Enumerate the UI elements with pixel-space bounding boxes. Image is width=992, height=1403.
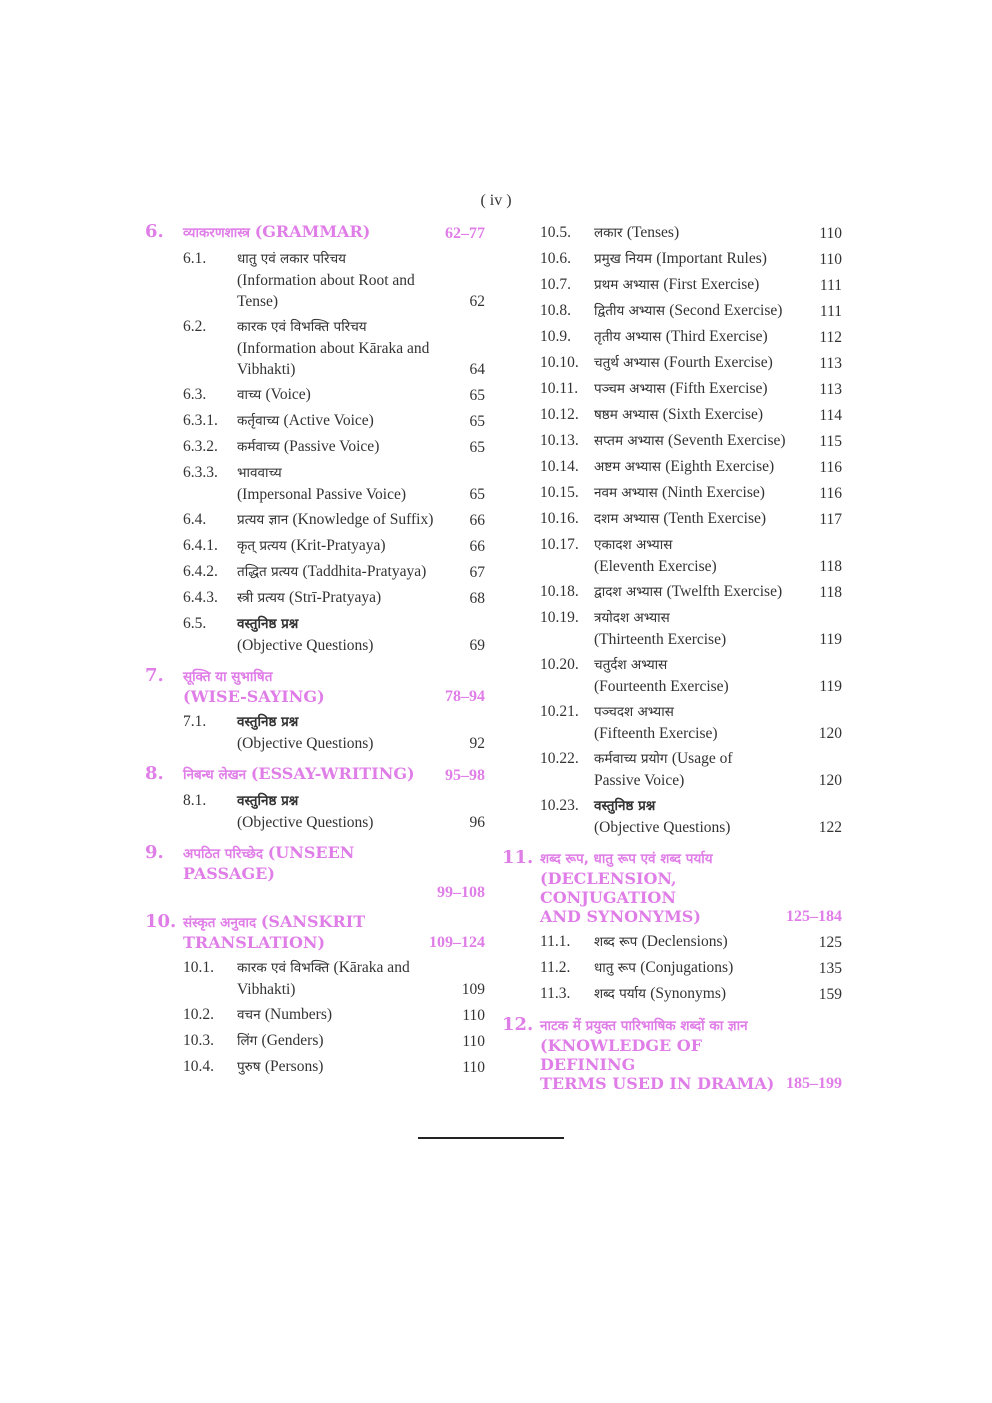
entry-page: 92 <box>469 735 485 752</box>
chapter-title: शब्द रूप, धातु रूप एवं शब्द पर्याय <box>540 851 713 867</box>
toc-entry <box>502 957 842 979</box>
entry-page: 110 <box>462 1059 485 1076</box>
entry-page: 62 <box>469 293 485 310</box>
entry-title-line: Vibhakti) <box>237 981 296 998</box>
entry-page: 112 <box>819 329 842 346</box>
toc-entry <box>502 430 842 452</box>
entry-title-line: कारक एवं विभक्ति (Kāraka and <box>237 959 410 976</box>
chapter-title: अपठित परिच्छेद (UNSEEN PASSAGE) <box>183 843 355 883</box>
toc-entry <box>145 561 485 583</box>
toc-entry <box>502 482 842 504</box>
entry-title-line: शब्द रूप (Declensions) <box>594 933 728 950</box>
entry-number: 10.17. <box>540 536 579 553</box>
entry-title-line: धातु रूप (Conjugations) <box>594 959 734 976</box>
chapter-heading <box>502 848 842 926</box>
entry-number: 7.1. <box>183 713 207 730</box>
entry-page: 110 <box>819 225 842 242</box>
entry-title-line: (Fourteenth Exercise) <box>594 678 729 695</box>
entry-number: 6.3. <box>183 386 207 403</box>
chapter-heading <box>502 1015 842 1093</box>
entry-page: 116 <box>819 459 842 476</box>
entry-title-line: (Objective Questions) <box>237 637 374 654</box>
toc-entry <box>502 456 842 478</box>
chapter-title: संस्कृत अनुवाद (SANSKRIT <box>183 912 366 931</box>
entry-number: 10.2. <box>183 1006 214 1023</box>
toc-entry <box>145 613 485 656</box>
end-rule <box>418 1137 564 1139</box>
chapter-heading <box>145 222 485 243</box>
entry-page: 67 <box>469 564 485 581</box>
entry-title-line: (Objective Questions) <box>237 735 374 752</box>
entry-title-line: वस्तुनिष्ठ प्रश्न <box>237 793 299 809</box>
toc-entry <box>145 462 485 505</box>
toc-entry <box>145 384 485 406</box>
entry-page: 117 <box>819 511 842 528</box>
toc-entry <box>145 790 485 833</box>
entry-number: 10.22. <box>540 750 579 767</box>
entry-title-line: चतुर्थ अभ्यास (Fourth Exercise) <box>594 354 773 371</box>
chapter-heading <box>145 666 485 706</box>
entry-page: 65 <box>469 486 485 503</box>
chapter-title: (WISE-SAYING) <box>183 687 325 706</box>
chapter-title: (DECLENSION, CONJUGATION <box>540 869 677 907</box>
entry-page: 120 <box>818 725 842 742</box>
chapter-title: व्याकरणशास्त्र (GRAMMAR) <box>183 222 371 241</box>
entry-page: 111 <box>819 277 842 294</box>
entry-page: 65 <box>469 387 485 404</box>
entry-title-line: वचन (Numbers) <box>237 1006 333 1023</box>
entry-title-line: द्वितीय अभ्यास (Second Exercise) <box>594 302 783 319</box>
entry-number: 6.2. <box>183 318 207 335</box>
entry-number: 11.3. <box>540 985 571 1002</box>
entry-page: 111 <box>819 303 842 320</box>
chapter-pages: 99–108 <box>437 884 485 901</box>
toc-entry <box>502 222 842 244</box>
toc-entry <box>145 535 485 557</box>
entry-number: 10.7. <box>540 276 571 293</box>
toc-entry <box>502 931 842 953</box>
entry-number: 10.1. <box>183 959 214 976</box>
entry-page: 116 <box>819 485 842 502</box>
entry-page: 122 <box>818 819 842 836</box>
entry-page: 113 <box>819 355 842 372</box>
chapter-pages: 185–199 <box>786 1075 842 1092</box>
chapter-title: सूक्ति या सुभाषित <box>183 669 273 685</box>
entry-number: 6.4.2. <box>183 563 218 580</box>
entry-page: 110 <box>462 1007 485 1024</box>
toc-right-column <box>502 222 842 1098</box>
toc-entry <box>502 248 842 270</box>
entry-page: 66 <box>469 538 485 555</box>
entry-page: 110 <box>462 1033 485 1050</box>
entry-title-line: Passive Voice) <box>594 772 685 789</box>
toc-entry <box>502 274 842 296</box>
entry-title-line: Tense) <box>237 293 279 310</box>
entry-number: 10.13. <box>540 432 579 449</box>
chapter-pages: 78–94 <box>445 688 485 705</box>
entry-page: 125 <box>818 934 842 951</box>
chapter-number: 9. <box>145 842 164 863</box>
entry-title-line: चतुर्दश अभ्यास <box>594 657 668 673</box>
entry-number: 6.4. <box>183 511 207 528</box>
chapter-title: AND SYNONYMS) <box>540 907 701 926</box>
chapter-title: (KNOWLEDGE OF DEFINING <box>540 1036 703 1074</box>
entry-title-line: तद्धित प्रत्यय (Taddhita-Pratyaya) <box>237 563 427 580</box>
entry-title-line: वस्तुनिष्ठ प्रश्न <box>237 714 299 730</box>
toc-entry <box>145 1056 485 1078</box>
chapter-pages: 62–77 <box>445 225 485 242</box>
entry-title-line: कारक एवं विभक्ति परिचय <box>237 319 367 335</box>
toc-entry <box>145 316 485 380</box>
entry-title-line: पञ्चम अभ्यास (Fifth Exercise) <box>594 380 768 397</box>
chapter-title: TRANSLATION) <box>183 933 326 952</box>
entry-title-line: प्रमुख नियम (Important Rules) <box>594 250 767 267</box>
entry-title-line: कृत् प्रत्यय (Krit-Pratyaya) <box>237 537 386 554</box>
entry-title-line: एकादश अभ्यास <box>594 537 673 553</box>
entry-number: 10.23. <box>540 797 579 814</box>
chapter-number: 10. <box>145 911 177 932</box>
entry-page: 109 <box>461 981 485 998</box>
entry-title-line: द्वादश अभ्यास (Twelfth Exercise) <box>594 583 783 600</box>
entry-title-line: वस्तुनिष्ठ प्रश्न <box>237 616 299 632</box>
entry-number: 11.1. <box>540 933 571 950</box>
entry-title-line: (Fifteenth Exercise) <box>594 725 718 742</box>
chapter-title: निबन्ध लेखन (ESSAY-WRITING) <box>183 764 415 783</box>
toc-entry <box>145 248 485 312</box>
chapter-heading <box>145 764 485 785</box>
entry-number: 10.14. <box>540 458 579 475</box>
entry-number: 10.15. <box>540 484 579 501</box>
entry-title-line: Vibhakti) <box>237 361 296 378</box>
entry-number: 10.12. <box>540 406 579 423</box>
entry-number: 10.6. <box>540 250 571 267</box>
entry-page: 66 <box>469 512 485 529</box>
entry-title-line: वस्तुनिष्ठ प्रश्न <box>594 798 656 814</box>
chapter-pages: 95–98 <box>445 767 485 784</box>
toc-entry <box>145 1004 485 1026</box>
entry-page: 135 <box>818 960 842 977</box>
chapter-number: 12. <box>502 1014 534 1035</box>
toc-entry <box>145 509 485 531</box>
toc-entry <box>502 300 842 322</box>
toc-entry <box>502 352 842 374</box>
chapter-number: 11. <box>502 847 534 868</box>
entry-title-line: (Thirteenth Exercise) <box>594 631 727 648</box>
chapter-number: 7. <box>145 665 164 686</box>
entry-page: 65 <box>469 413 485 430</box>
entry-page: 115 <box>819 433 842 450</box>
entry-page: 114 <box>819 407 842 424</box>
entry-title-line: (Objective Questions) <box>594 819 731 836</box>
entry-title-line: (Information about Root and <box>237 272 415 289</box>
entry-title-line: स्त्री प्रत्यय (Strī-Pratyaya) <box>237 589 382 606</box>
chapter-heading <box>145 843 485 902</box>
toc-entry <box>502 748 842 791</box>
entry-number: 10.11. <box>540 380 579 397</box>
entry-number: 6.5. <box>183 615 207 632</box>
toc-entry <box>502 534 842 577</box>
toc-entry <box>502 983 842 1005</box>
entry-title-line: लिंग (Genders) <box>237 1032 324 1049</box>
toc-entry <box>502 404 842 426</box>
entry-number: 8.1. <box>183 792 207 809</box>
entry-title-line: कर्तृवाच्य (Active Voice) <box>237 412 374 429</box>
toc-entry <box>145 1030 485 1052</box>
entry-title-line: वाच्य (Voice) <box>237 386 311 403</box>
entry-title-line: (Eleventh Exercise) <box>594 558 717 575</box>
entry-number: 10.9. <box>540 328 571 345</box>
page-number: ( iv ) <box>480 192 512 209</box>
entry-number: 10.4. <box>183 1058 214 1075</box>
entry-title-line: प्रत्यय ज्ञान (Knowledge of Suffix) <box>237 511 434 528</box>
entry-number: 10.20. <box>540 656 579 673</box>
entry-page: 118 <box>819 584 842 601</box>
entry-title-line: अष्टम अभ्यास (Eighth Exercise) <box>594 458 775 475</box>
toc-entry <box>502 508 842 530</box>
chapter-number: 8. <box>145 763 164 784</box>
entry-number: 10.19. <box>540 609 579 626</box>
toc-entry <box>145 436 485 458</box>
entry-number: 10.10. <box>540 354 579 371</box>
entry-page: 118 <box>819 558 842 575</box>
entry-page: 119 <box>819 678 842 695</box>
entry-title-line: नवम अभ्यास (Ninth Exercise) <box>594 484 765 501</box>
entry-number: 10.21. <box>540 703 579 720</box>
toc-left-column <box>145 222 485 1082</box>
entry-title-line: दशम अभ्यास (Tenth Exercise) <box>594 510 767 527</box>
entry-page: 110 <box>819 251 842 268</box>
entry-title-line: प्रथम अभ्यास (First Exercise) <box>594 276 760 293</box>
chapter-heading <box>145 912 485 952</box>
entry-number: 10.16. <box>540 510 579 527</box>
toc-entry <box>145 410 485 432</box>
entry-number: 6.3.2. <box>183 438 218 455</box>
entry-title-line: त्रयोदश अभ्यास <box>594 610 670 626</box>
toc-entry <box>502 378 842 400</box>
entry-title-line: (Information about Kāraka and <box>237 340 430 357</box>
entry-title-line: सप्तम अभ्यास (Seventh Exercise) <box>594 432 786 449</box>
chapter-title: नाटक में प्रयुक्त पारिभाषिक शब्दों का ज्ञान <box>540 1018 748 1034</box>
entry-number: 11.2. <box>540 959 571 976</box>
entry-number: 10.3. <box>183 1032 214 1049</box>
chapter-number: 6. <box>145 221 164 242</box>
entry-title-line: धातु एवं लकार परिचय <box>237 251 346 267</box>
entry-title-line: (Impersonal Passive Voice) <box>237 486 407 503</box>
entry-page: 119 <box>819 631 842 648</box>
entry-page: 159 <box>818 986 842 1003</box>
entry-page: 64 <box>469 361 485 378</box>
entry-page: 113 <box>819 381 842 398</box>
entry-page: 68 <box>469 590 485 607</box>
chapter-pages: 109–124 <box>429 934 485 951</box>
entry-page: 69 <box>469 637 485 654</box>
toc-entry <box>502 654 842 697</box>
entry-page: 96 <box>469 814 485 831</box>
entry-title-line: लकार (Tenses) <box>594 224 680 241</box>
toc-entry <box>502 326 842 348</box>
chapter-title: TERMS USED IN DRAMA) <box>540 1074 775 1093</box>
toc-entry <box>502 607 842 650</box>
entry-title-line: (Objective Questions) <box>237 814 374 831</box>
entry-page: 65 <box>469 439 485 456</box>
entry-number: 10.5. <box>540 224 571 241</box>
toc-entry <box>502 795 842 838</box>
chapter-pages: 125–184 <box>786 908 842 925</box>
entry-number: 10.8. <box>540 302 571 319</box>
entry-title-line: भाववाच्य <box>237 465 282 481</box>
entry-title-line: शब्द पर्याय (Synonyms) <box>594 985 727 1002</box>
entry-title-line: षष्ठम अभ्यास (Sixth Exercise) <box>594 406 764 423</box>
entry-number: 6.4.3. <box>183 589 218 606</box>
entry-number: 6.3.3. <box>183 464 218 481</box>
entry-title-line: कर्मवाच्य प्रयोग (Usage of <box>594 750 733 767</box>
entry-title-line: तृतीय अभ्यास (Third Exercise) <box>594 328 768 345</box>
toc-entry <box>502 701 842 744</box>
toc-entry <box>145 711 485 754</box>
entry-title-line: पुरुष (Persons) <box>237 1058 324 1075</box>
toc-entry <box>502 581 842 603</box>
entry-number: 6.4.1. <box>183 537 218 554</box>
entry-number: 6.3.1. <box>183 412 218 429</box>
entry-page: 120 <box>818 772 842 789</box>
toc-entry <box>145 587 485 609</box>
toc-entry <box>145 957 485 1000</box>
entry-title-line: कर्मवाच्य (Passive Voice) <box>237 438 380 455</box>
entry-number: 6.1. <box>183 250 207 267</box>
entry-title-line: पञ्चदश अभ्यास <box>594 704 674 720</box>
entry-number: 10.18. <box>540 583 579 600</box>
